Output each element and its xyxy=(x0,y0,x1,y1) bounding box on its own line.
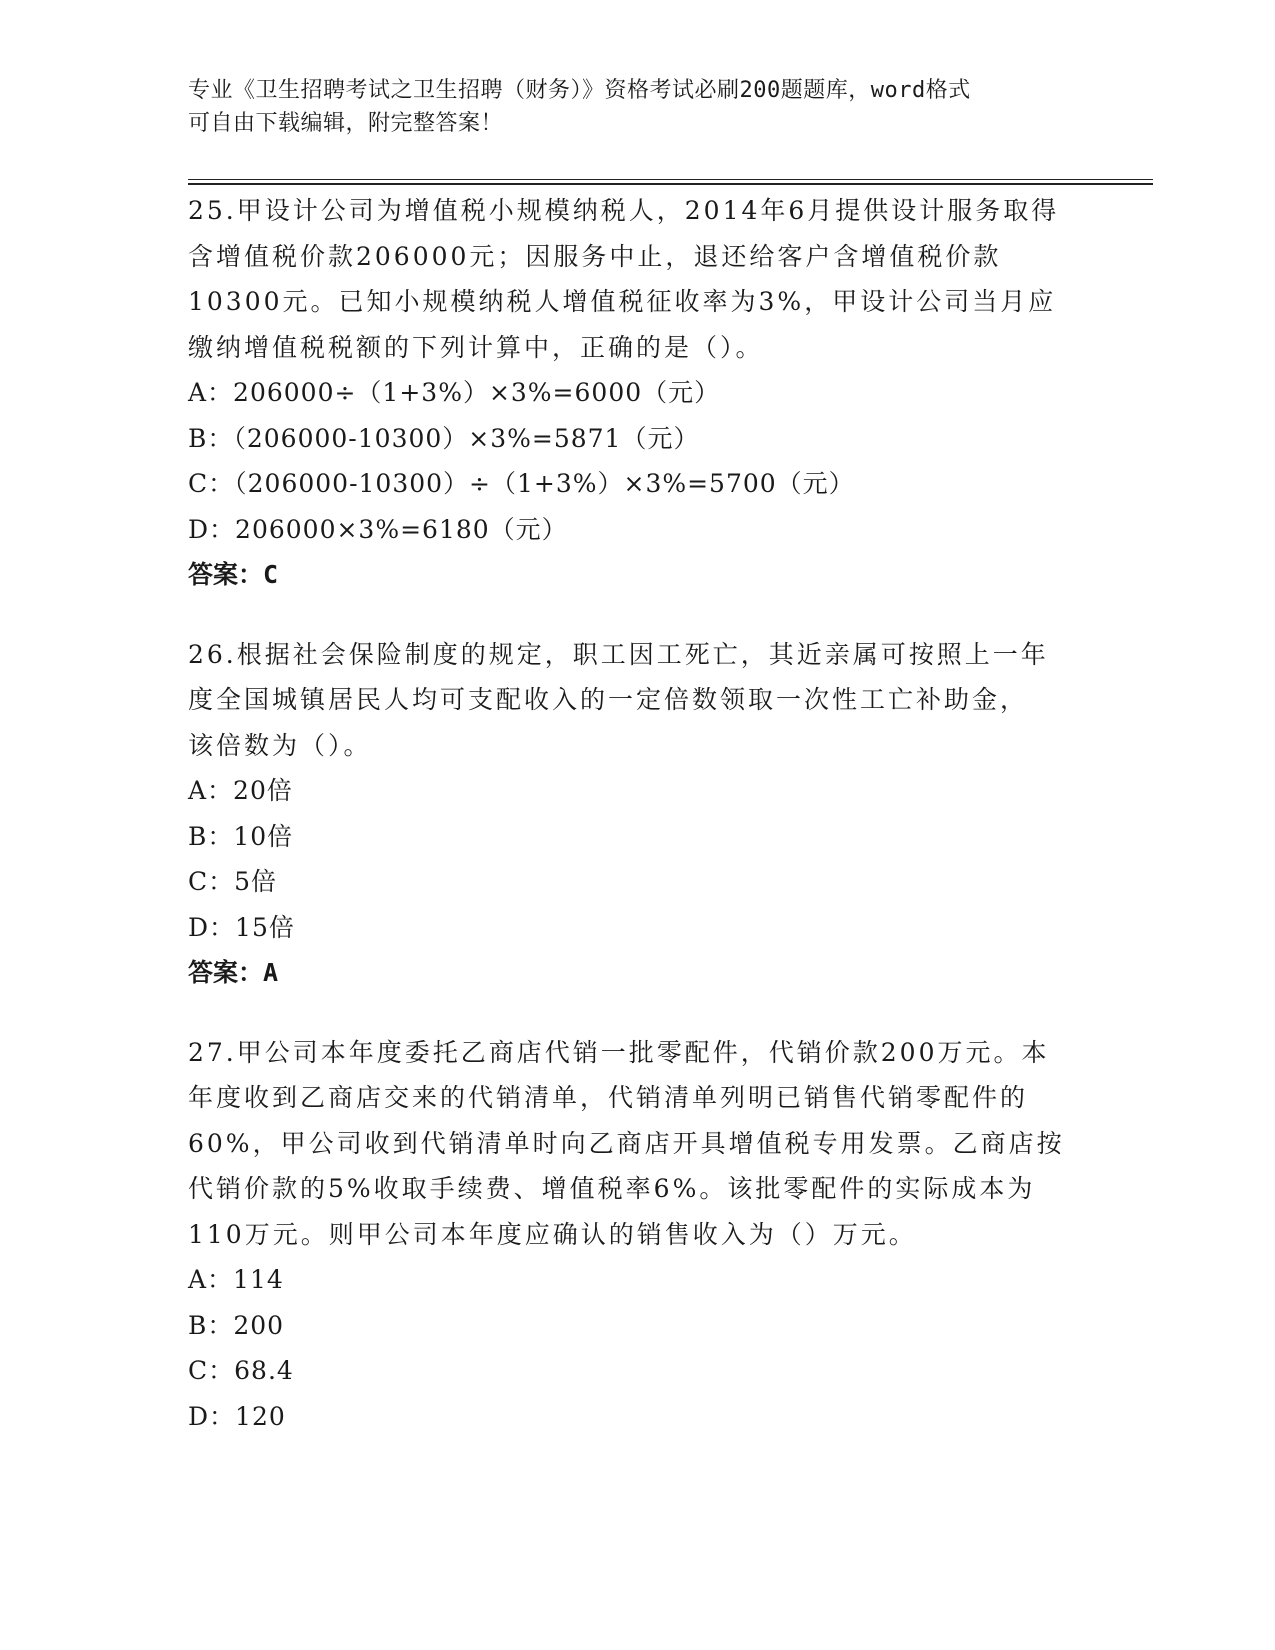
question-list xyxy=(188,188,1088,1473)
question-26 xyxy=(188,632,1088,996)
option-c: C：（206000-10300）÷（1+3%）×3%=5700（元） xyxy=(188,469,855,498)
header-divider-thin xyxy=(188,179,1153,180)
question-stem-line: 度全国城镇居民人均可支配收入的一定倍数领取一次性工亡补助金， xyxy=(188,685,1029,714)
option-b: B：（206000-10300）×3%=5871（元） xyxy=(188,423,700,453)
option-a: A：20倍 xyxy=(188,776,293,805)
answer-line: 答案：C xyxy=(188,560,279,589)
header-divider-thick xyxy=(188,183,1153,185)
question-25 xyxy=(188,188,1088,598)
option-b: B：200 xyxy=(188,1310,285,1340)
question-stem-line: 10300元。已知小规模纳税人增值税征收率为3%，甲设计公司当月应 xyxy=(188,287,1057,316)
question-stem-line: 含增值税价款206000元；因服务中止，退还给客户含增值税价款 xyxy=(188,241,1002,271)
option-a: A：206000÷（1+3%）×3%=6000（元） xyxy=(188,378,721,407)
option-d: D：206000×3%=6180（元） xyxy=(188,514,568,544)
question-stem-line: 年度收到乙商店交来的代销清单，代销清单列明已销售代销零配件的 xyxy=(188,1083,1029,1112)
question-stem-line: 26.根据社会保险制度的规定，职工因工死亡，其近亲属可按照上一年 xyxy=(188,639,1049,669)
option-d: D：120 xyxy=(188,1401,286,1431)
question-27 xyxy=(188,1030,1088,1440)
document-header xyxy=(188,74,1068,140)
question-stem-line: 110万元。则甲公司本年度应确认的销售收入为（）万元。 xyxy=(188,1219,917,1249)
option-d: D：15倍 xyxy=(188,912,295,942)
question-stem-line: 缴纳增值税税额的下列计算中，正确的是（）。 xyxy=(188,332,764,362)
option-c: C：5倍 xyxy=(188,867,278,896)
question-stem-line: 25.甲设计公司为增值税小规模纳税人，2014年6月提供设计服务取得 xyxy=(188,196,1060,225)
option-c: C：68.4 xyxy=(188,1356,294,1385)
answer-line: 答案：A xyxy=(188,958,279,987)
question-stem-line: 代销价款的5%收取手续费、增值税率6%。该批零配件的实际成本为 xyxy=(188,1174,1036,1203)
option-b: B：10倍 xyxy=(188,821,294,851)
question-stem-line: 60%，甲公司收到代销清单时向乙商店开具增值税专用发票。乙商店按 xyxy=(188,1128,1065,1158)
question-stem-line: 27.甲公司本年度委托乙商店代销一批零配件，代销价款200万元。本 xyxy=(188,1037,1050,1067)
question-stem-line: 该倍数为（）。 xyxy=(188,730,372,760)
option-a: A：114 xyxy=(188,1265,284,1294)
header-line-2: 可自由下载编辑，附完整答案！ xyxy=(188,111,504,136)
header-line-1: 专业《卫生招聘考试之卫生招聘（财务）》资格考试必刷200题题库，word格式 xyxy=(188,78,971,103)
